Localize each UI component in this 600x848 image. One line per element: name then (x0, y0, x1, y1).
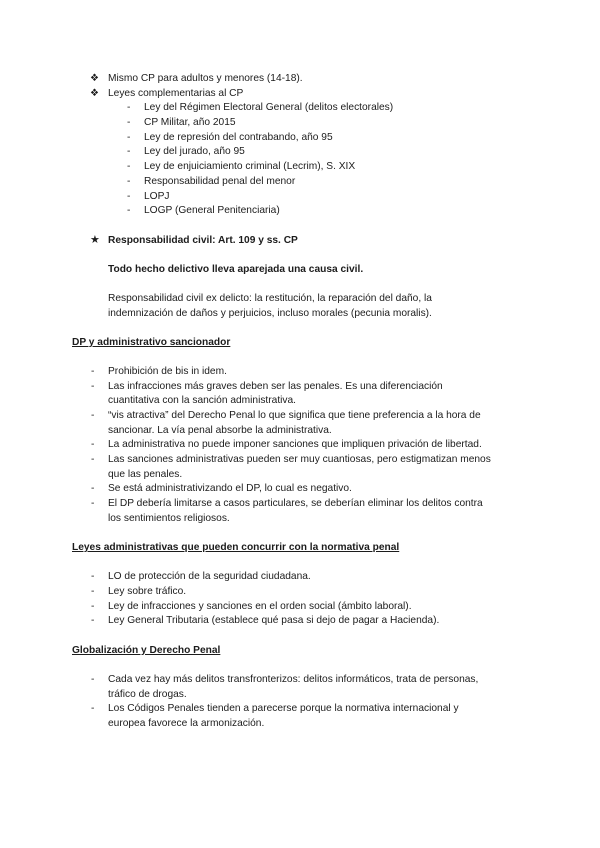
sub-list-item: Ley de represión del contrabando, año 95 (144, 132, 333, 143)
dash-bullet: - (91, 410, 95, 421)
list-item: Ley de infracciones y sanciones en el orden social (ámbito laboral). (108, 601, 412, 612)
dash-bullet: - (127, 161, 131, 172)
dash-bullet: - (91, 571, 95, 582)
civil-title: Responsabilidad civil: Art. 109 y ss. CP (108, 235, 298, 246)
list-item: El DP debería limitarse a casos particulares, se deberían eliminar los delitos contra (108, 498, 483, 509)
list-item-continuation: sancionar. La vía penal absorbe la administrativa. (108, 425, 332, 436)
diamond-bullet-icon: ❖ (90, 73, 100, 84)
dash-bullet: - (127, 146, 131, 157)
dash-bullet: - (127, 191, 131, 202)
list-item: “vis atractiva” del Derecho Penal lo que significa que tiene preferencia a la hora de (108, 410, 481, 421)
dash-bullet: - (91, 498, 95, 509)
dash-bullet: - (91, 615, 95, 626)
list-item-continuation: que las penales. (108, 469, 183, 480)
list-item-continuation: tráfico de drogas. (108, 689, 187, 700)
diamond-bullet-icon: ❖ (90, 88, 100, 99)
section-heading-admin: DP y administrativo sancionador (72, 337, 231, 348)
list-item-continuation: europea favorece la armonización. (108, 718, 265, 729)
dash-bullet: - (91, 601, 95, 612)
sub-list-item: Ley del jurado, año 95 (144, 146, 245, 157)
list-item: LO de protección de la seguridad ciudadana. (108, 571, 311, 582)
list-item: Los Códigos Penales tienden a parecerse porque la normativa internacional y (108, 703, 459, 714)
list-item: La administrativa no puede imponer sanciones que impliquen privación de libertad. (108, 439, 482, 450)
sub-list-item: CP Militar, año 2015 (144, 117, 236, 128)
dash-bullet: - (91, 703, 95, 714)
section-heading-leyes: Leyes administrativas que pueden concurrir con la normativa penal (72, 542, 400, 553)
dash-bullet: - (91, 381, 95, 392)
list-item: Ley sobre tráfico. (108, 586, 187, 597)
list-item: Leyes complementarias al CP (108, 88, 244, 99)
dash-bullet: - (91, 366, 95, 377)
list-item: Cada vez hay más delitos transfronterizos: delitos informáticos, trata de personas, (108, 674, 479, 685)
sub-list-item: Responsabilidad penal del menor (144, 176, 296, 187)
list-item: Ley General Tributaria (establece qué pasa si dejo de pagar a Hacienda). (108, 615, 440, 626)
sub-list-item: LOGP (General Penitenciaria) (144, 205, 280, 216)
sub-list-item: LOPJ (144, 191, 170, 202)
list-item: Las sanciones administrativas pueden ser muy cuantiosas, pero estigmatizan menos (108, 454, 491, 465)
dash-bullet: - (127, 102, 131, 113)
sub-list-item: Ley de enjuiciamiento criminal (Lecrim), S. XIX (144, 161, 356, 172)
dash-bullet: - (91, 483, 95, 494)
dash-bullet: - (91, 454, 95, 465)
dash-bullet: - (91, 674, 95, 685)
list-item: Prohibición de bis in idem. (108, 366, 227, 377)
section-heading-global: Globalización y Derecho Penal (72, 645, 221, 656)
dash-bullet: - (127, 176, 131, 187)
civil-statement: Todo hecho delictivo lleva aparejada una causa civil. (108, 264, 364, 275)
dash-bullet: - (127, 132, 131, 143)
list-item: Se está administrativizando el DP, lo cual es negativo. (108, 483, 352, 494)
dash-bullet: - (127, 205, 131, 216)
dash-bullet: - (91, 439, 95, 450)
list-item: Las infracciones más graves deben ser las penales. Es una diferenciación (108, 381, 443, 392)
list-item-continuation: cuantitativa con la sanción administrativa. (108, 395, 297, 406)
civil-paragraph-line: indemnización de daños y perjuicios, incluso morales (pecunia moralis). (108, 308, 432, 319)
dash-bullet: - (91, 586, 95, 597)
star-bullet-icon: ★ (90, 234, 100, 246)
list-item: Mismo CP para adultos y menores (14-18). (108, 73, 303, 84)
sub-list-item: Ley del Régimen Electoral General (delitos electorales) (144, 102, 394, 113)
civil-paragraph-line: Responsabilidad civil ex delicto: la restitución, la reparación del daño, la (108, 293, 432, 304)
dash-bullet: - (127, 117, 131, 128)
list-item-continuation: los sentimientos religiosos. (108, 513, 230, 524)
